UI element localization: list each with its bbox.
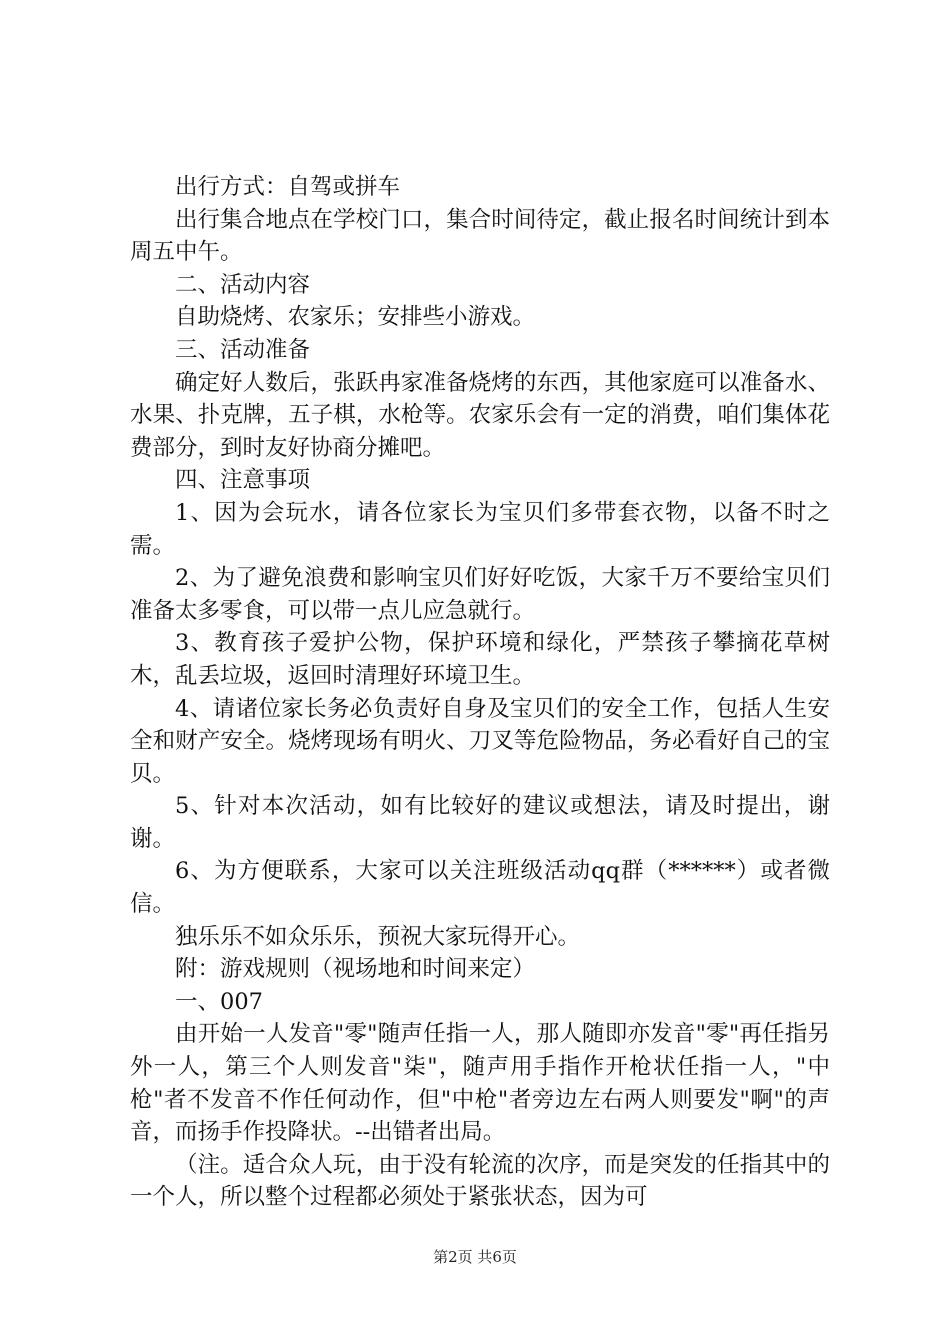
paragraph-game-007-rules: 由开始一人发音"零"随声任指一人，那人随即亦发音"零"再任指另外一人，第三个人则发音"柒"，随声用手指作开枪状任指一人，"中枪"者不发音不作任何动作，但"中枪"者旁边左右两人则要发"啊"的声音，而扬手作投降状。--出错者出局。 [130,1021,830,1146]
paragraph-closing-wish: 独乐乐不如众乐乐，预祝大家玩得开心。 [175,923,581,950]
paragraph-note-6: 6、为方便联系，大家可以关注班级活动qq群（******）或者微信。 [130,858,830,918]
section-heading-game-007: 一、007 [175,988,263,1015]
paragraph-appendix-title: 附：游戏规则（视场地和时间来定） [175,956,536,983]
paragraph-note-3: 3、教育孩子爱护公物，保护环境和绿化，严禁孩子攀摘花草树木，乱丢垃圾，返回时清理好环境卫生。 [130,630,830,689]
paragraph-note-5: 5、针对本次活动，如有比较好的建议或想法，请及时提出，谢谢。 [130,793,830,852]
paragraph-activity-preparation: 确定好人数后，张跃冉家准备烧烤的东西，其他家庭可以准备水、水果、扑克牌，五子棋，水枪等。农家乐会有一定的消费，咱们集体花费部分，到时友好协商分摊吧。 [130,369,830,461]
paragraph-note-2: 2、为了避免浪费和影响宝贝们好好吃饭，大家千万不要给宝贝们准备太多零食，可以带一点儿应急就行。 [130,565,830,624]
section-heading-notes: 四、注意事项 [175,467,311,494]
paragraph-meeting-place: 出行集合地点在学校门口，集合时间待定，截止报名时间统计到本周五中午。 [130,206,830,266]
paragraph-activity-content: 自助烧烤、农家乐；安排些小游戏。 [175,304,536,331]
paragraph-note-4: 4、请诸位家长务必负责好自身及宝贝们的安全工作，包括人生安全和财产安全。烧烤现场有明火、刀叉等危险物品，务必看好自己的宝贝。 [130,695,830,787]
paragraph-game-007-note: （注。适合众人玩，由于没有轮流的次序，而是突发的任指其中的一个人，所以整个过程都必须处于紧张状态，因为可 [130,1151,830,1211]
document-body [130,171,830,1214]
paragraph-note-1: 1、因为会玩水，请各位家长为宝贝们多带套衣物，以备不时之需。 [130,499,830,559]
section-heading-activity-content: 二、活动内容 [175,271,311,298]
page-number-footer: 第2页 共6页 [433,1248,517,1266]
section-heading-activity-preparation: 三、活动准备 [175,336,311,363]
paragraph-travel-mode: 出行方式：自驾或拼车 [175,174,401,200]
